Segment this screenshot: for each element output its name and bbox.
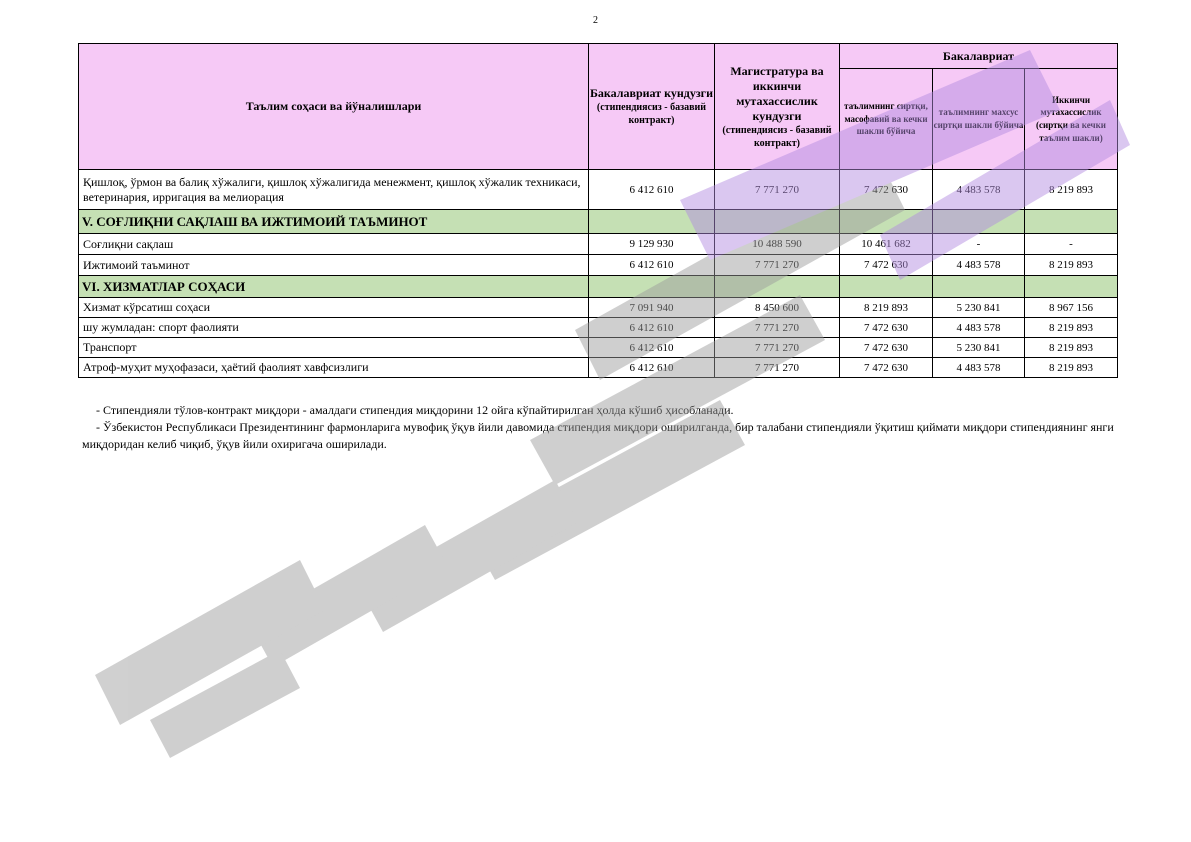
cell-value: - bbox=[1025, 234, 1118, 255]
header-master-day bbox=[715, 44, 840, 170]
cell-value: 10 461 682 bbox=[840, 234, 933, 255]
cell-value: 7 771 270 bbox=[715, 170, 840, 210]
header-master-day-title: Магистратура ва иккинчи мутахассислик кундузги bbox=[730, 63, 824, 123]
section-title: V. СОҒЛИҚНИ САҚЛАШ ВА ИЖТИМОИЙ ТАЪМИНОТ bbox=[79, 210, 589, 234]
header-master-day-sub: (стипендиясиз - базавий контракт) bbox=[722, 124, 832, 149]
cell-value: 7 091 940 bbox=[589, 298, 715, 318]
header-bachelor-day-sub: (стипендиясиз - базавий контракт) bbox=[596, 102, 707, 126]
cell-value: 7 771 270 bbox=[715, 358, 840, 378]
cell-value: 7 472 630 bbox=[840, 318, 933, 338]
cell-value: 8 219 893 bbox=[1025, 170, 1118, 210]
table-row bbox=[79, 358, 1118, 378]
row-label: Қишлоқ, ўрмон ва балиқ хўжалиги, қишлоқ хўжалигида менежмент, қишлоқ хўжалик техникаси, ветеринария, ирригация ва мелиорация bbox=[79, 170, 589, 210]
cell-value: 8 219 893 bbox=[1025, 255, 1118, 276]
cell-value: 6 412 610 bbox=[589, 358, 715, 378]
footnote: - Ўзбекистон Республикаси Президентининг фармонларига мувофиқ ўқув йили давомида стипендия миқдори оширилганда, бир талабани стипендияли ўқитиш қиймати миқдори стипендиянинг янги миқдоридан келиб чиқиб, ўқув йили охиригача оширилади. bbox=[82, 420, 1114, 451]
cell-value: 5 230 841 bbox=[933, 338, 1025, 358]
footnotes bbox=[82, 402, 1117, 453]
page-number: 2 bbox=[593, 15, 598, 26]
cell-value: 7 472 630 bbox=[840, 338, 933, 358]
table-row bbox=[79, 298, 1118, 318]
row-label: Атроф-муҳит муҳофазаси, ҳаётий фаолият хавфсизлиги bbox=[79, 358, 589, 378]
table-row bbox=[79, 318, 1118, 338]
header-bachelor-day-title: Бакалавриат кундузги bbox=[589, 86, 714, 100]
cell-value: 6 412 610 bbox=[589, 170, 715, 210]
header-bachelor-sub-2: таълимнинг махсус сиртқи шакли бўйича bbox=[933, 69, 1025, 170]
cell-value: 5 230 841 bbox=[933, 298, 1025, 318]
cell-value: 8 967 156 bbox=[1025, 298, 1118, 318]
row-label: шу жумладан: спорт фаолияти bbox=[79, 318, 589, 338]
table-row bbox=[79, 234, 1118, 255]
cell-value: 7 472 630 bbox=[840, 358, 933, 378]
table-row bbox=[79, 338, 1118, 358]
cell-value: 6 412 610 bbox=[589, 318, 715, 338]
table-row bbox=[79, 255, 1118, 276]
cell-value: 4 483 578 bbox=[933, 255, 1025, 276]
row-label: Соғлиқни сақлаш bbox=[79, 234, 589, 255]
cell-value: - bbox=[933, 234, 1025, 255]
tuition-table bbox=[78, 43, 1118, 378]
section-row bbox=[79, 276, 1118, 298]
cell-value: 8 219 893 bbox=[1025, 358, 1118, 378]
cell-value: 9 129 930 bbox=[589, 234, 715, 255]
header-bachelor-group: Бакалавриат bbox=[840, 44, 1118, 69]
cell-value: 8 450 600 bbox=[715, 298, 840, 318]
cell-value: 8 219 893 bbox=[840, 298, 933, 318]
header-field: Таълим соҳаси ва йўналишлари bbox=[79, 44, 589, 170]
cell-value: 7 771 270 bbox=[715, 255, 840, 276]
cell-value: 4 483 578 bbox=[933, 358, 1025, 378]
header-bachelor-day bbox=[589, 44, 715, 170]
section-row bbox=[79, 210, 1118, 234]
cell-value: 6 412 610 bbox=[589, 255, 715, 276]
cell-value: 4 483 578 bbox=[933, 170, 1025, 210]
cell-value: 7 472 630 bbox=[840, 255, 933, 276]
cell-value: 8 219 893 bbox=[1025, 338, 1118, 358]
header-bachelor-sub-1: таълимнинг сиртқи, масофавий ва кечки шакли бўйича bbox=[840, 69, 933, 170]
cell-value: 7 771 270 bbox=[715, 338, 840, 358]
row-label: Ижтимоий таъминот bbox=[79, 255, 589, 276]
cell-value: 8 219 893 bbox=[1025, 318, 1118, 338]
header-bachelor-sub-3: Иккинчи мутахассислик (сиртқи ва кечки таълим шакли) bbox=[1025, 69, 1118, 170]
footnote: - Стипендияли тўлов-контракт миқдори - амалдаги стипендия миқдорини 12 ойга кўпайтирилган ҳолда кўшиб ҳисобланади. bbox=[96, 403, 734, 417]
cell-value: 6 412 610 bbox=[589, 338, 715, 358]
cell-value: 7 472 630 bbox=[840, 170, 933, 210]
section-title: VI. ХИЗМАТЛАР СОҲАСИ bbox=[79, 276, 589, 298]
row-label: Хизмат кўрсатиш соҳаси bbox=[79, 298, 589, 318]
cell-value: 7 771 270 bbox=[715, 318, 840, 338]
row-label: Транспорт bbox=[79, 338, 589, 358]
cell-value: 4 483 578 bbox=[933, 318, 1025, 338]
table-row bbox=[79, 170, 1118, 210]
cell-value: 10 488 590 bbox=[715, 234, 840, 255]
